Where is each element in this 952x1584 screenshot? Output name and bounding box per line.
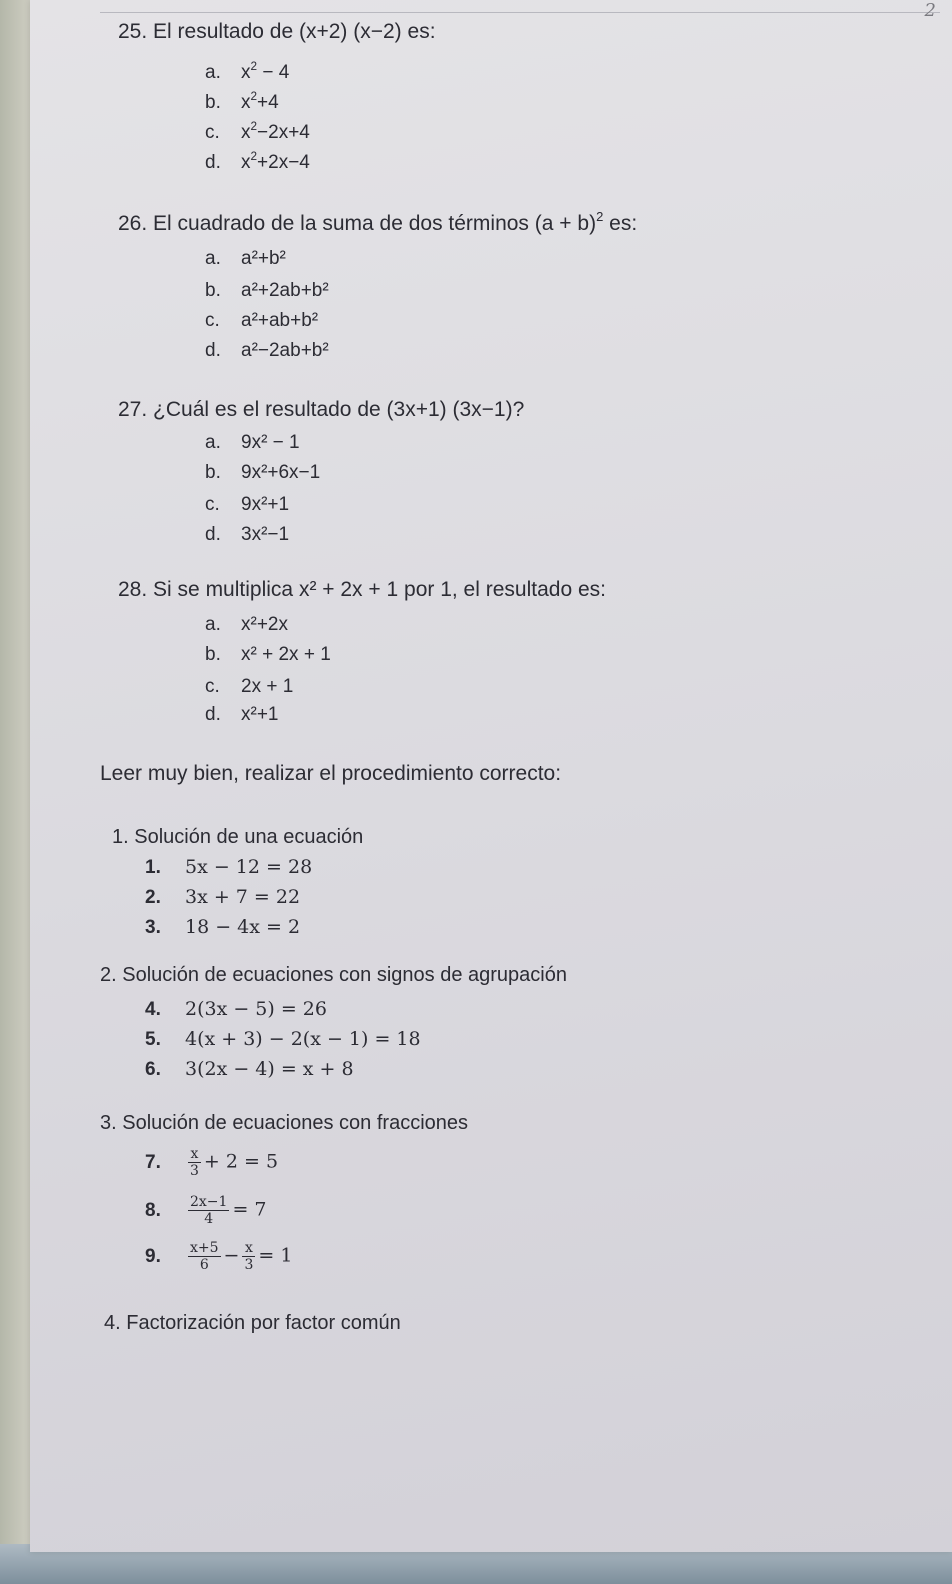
fraction: $\frac{x+5}{6}$ [190,1240,219,1273]
section-4-title: 4. Factorización por factor común [104,1312,401,1334]
q28-option-c: c. 2x + 1 [205,676,294,697]
q28-option-b: b. x² + 2x + 1 [205,644,331,665]
q27-option-d: d. 3x²−1 [205,524,290,545]
q26-option-d: d. a²−2ab+b² [205,340,329,361]
question-25: 25. El resultado de (x+2) (x−2) es: [118,20,436,43]
problem-6: 6. 3(2x − 4) = x + 8 [145,1058,354,1080]
fraction: $\frac{x}{3}$ [244,1240,254,1273]
question-26: 26. El cuadrado de la suma de dos términos $(a + b)^2$ es: [118,208,638,235]
problem-3: 3. 18 − 4x = 2 [145,916,301,938]
q27-option-c: c. 9x²+1 [205,494,290,515]
q25-option-c: c. $x^2-2x+4$ [205,119,310,143]
corner-mark: 2 [924,0,936,21]
problem-8: 8. $\frac{2x-1}{4}$ = 7 [145,1194,267,1227]
problem-4: 4. 2(3x − 5) = 26 [145,998,327,1020]
problem-5: 5. 4(x + 3) − 2(x − 1) = 18 [145,1028,421,1050]
problem-1: 1. 5x − 12 = 28 [145,856,313,878]
problem-9: 9. $\frac{x+5}{6}$ − $\frac{x}{3}$ = 1 [145,1240,293,1273]
q27-option-b: b. 9x²+6x−1 [205,462,321,483]
q27-option-a: a. 9x² − 1 [205,432,300,453]
fraction: $\frac{2x-1}{4}$ [190,1194,228,1227]
fraction: $\frac{x}{3}$ [190,1146,199,1179]
q26-option-a: a. a²+b² [205,248,286,269]
section-3-title: 3. Solución de ecuaciones con fracciones [100,1112,469,1134]
q28-option-a: a. x²+2x [205,614,288,635]
q25-option-b: b. $x^2+4$ [205,89,279,113]
problem-7: 7. $\frac{x}{3}$ + 2 = 5 [145,1146,279,1179]
question-27: 27. ¿Cuál es el resultado de (3x+1) (3x−1)? [118,398,525,421]
problem-2: 2. 3x + 7 = 22 [145,886,301,908]
q25-option-d: d. $x^2+2x-4$ [205,149,310,173]
q25-option-a: a. $x^2 - 4$ [205,59,290,83]
q28-option-d: d. x²+1 [205,704,279,725]
top-rule [100,12,940,13]
q26-option-c: c. a²+ab+b² [205,310,319,331]
q26-option-b: b. a²+2ab+b² [205,280,329,301]
question-28: 28. Si se multiplica x² + 2x + 1 por 1, el resultado es: [118,578,606,601]
section-1-title: 1. Solución de una ecuación [112,826,364,848]
section-2-title: 2. Solución de ecuaciones con signos de agrupación [100,964,567,986]
instruction-text: Leer muy bien, realizar el procedimiento correcto: [100,762,562,785]
